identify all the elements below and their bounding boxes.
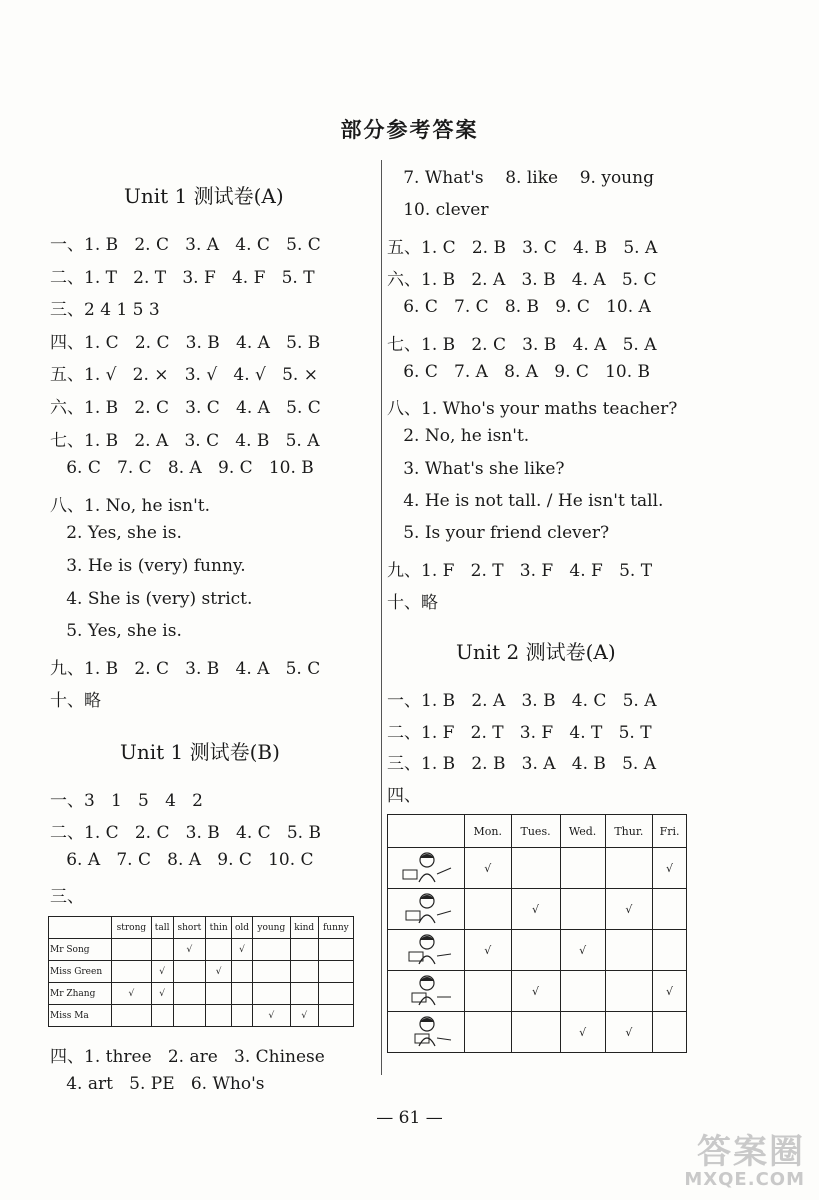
- table-cell: [465, 889, 512, 930]
- answer-line: 6. C 7. C 8. B 9. C 10. A: [387, 297, 651, 318]
- answer-line: 四、1. three 2. are 3. Chinese: [50, 1047, 325, 1067]
- table-cell: [318, 939, 353, 961]
- table-cell: √: [206, 961, 232, 983]
- table-cell: [511, 930, 560, 971]
- table-cell: [653, 889, 687, 930]
- activity-picture: [388, 848, 465, 889]
- child-activity-icon: [397, 891, 455, 925]
- answer-line: 一、1. B 2. C 3. A 4. C 5. C: [50, 235, 321, 255]
- activity-picture: [388, 930, 465, 971]
- table-header-cell: Wed.: [560, 815, 605, 848]
- table-cell: √: [290, 1005, 318, 1027]
- table-cell: √: [605, 1012, 652, 1053]
- table-cell: [173, 983, 206, 1005]
- table-header-cell: [388, 815, 465, 848]
- answer-line: 五、1. √ 2. × 3. √ 4. √ 5. ×: [50, 365, 318, 386]
- answer-line: 4. art 5. PE 6. Who's: [50, 1074, 265, 1094]
- table-cell: √: [232, 939, 253, 961]
- answer-line: 五、1. C 2. B 3. C 4. B 5. A: [387, 237, 658, 258]
- answer-line: 10. clever: [387, 200, 489, 221]
- table-cell: √: [605, 889, 652, 930]
- table-row: [49, 961, 354, 983]
- answer-line: 6. C 7. C 8. A 9. C 10. B: [50, 458, 314, 479]
- table-cell: [206, 983, 232, 1005]
- table-cell: [206, 1005, 232, 1027]
- table-header-cell: short: [173, 917, 206, 939]
- table-cell: [151, 939, 173, 961]
- table-cell: [318, 983, 353, 1005]
- row-name: Miss Ma: [49, 1005, 112, 1027]
- row-name: Mr Zhang: [49, 983, 112, 1005]
- child-activity-icon: [397, 973, 455, 1007]
- answer-line: 三、2 4 1 5 3: [50, 300, 160, 321]
- table-cell: [290, 961, 318, 983]
- answer-line: 十、略: [50, 691, 101, 712]
- table-cell: √: [465, 848, 512, 889]
- answer-line: 八、1. No, he isn't.: [50, 495, 210, 516]
- answer-line: 七、1. B 2. C 3. B 4. A 5. A: [387, 334, 657, 355]
- weekday-table: [387, 814, 687, 1053]
- table-header-cell: Mon.: [465, 815, 512, 848]
- table-row: [49, 983, 354, 1005]
- table-cell: [173, 961, 206, 983]
- answer-line: 十、略: [387, 592, 438, 613]
- table-cell: √: [112, 983, 152, 1005]
- table-header-cell: Tues.: [511, 815, 560, 848]
- answer-line: 5. Is your friend clever?: [387, 523, 610, 544]
- activity-picture: [388, 971, 465, 1012]
- table-cell: [605, 930, 652, 971]
- unit1b-heading: Unit 1 测试卷(B): [120, 740, 280, 764]
- answer-line: 四、: [387, 785, 421, 806]
- answer-line: 5. Yes, she is.: [50, 621, 182, 642]
- child-activity-icon: [397, 932, 455, 966]
- table-header-cell: thin: [206, 917, 232, 939]
- table-cell: [653, 930, 687, 971]
- table-cell: [465, 1012, 512, 1053]
- table-cell: [151, 1005, 173, 1027]
- table-row: [388, 971, 687, 1012]
- answer-line: 4. He is not tall. / He isn't tall.: [387, 491, 664, 511]
- page-title: 部分参考答案: [340, 117, 479, 142]
- answer-line: 六、1. B 2. A 3. B 4. A 5. C: [387, 269, 657, 290]
- table-row: [388, 930, 687, 971]
- table-header-cell: kind: [290, 917, 318, 939]
- table-cell: √: [653, 971, 687, 1012]
- table-header-cell: [49, 917, 112, 939]
- activity-picture: [388, 889, 465, 930]
- table-cell: [605, 971, 652, 1012]
- table-row: [388, 889, 687, 930]
- answer-line: 一、3 1 5 4 2: [50, 791, 203, 811]
- table-cell: [560, 971, 605, 1012]
- child-activity-icon: [397, 1014, 455, 1048]
- unit2a-heading: Unit 2 测试卷(A): [456, 640, 616, 664]
- watermark-logo: 答案圈 MXQE.COM: [684, 1132, 805, 1190]
- answer-line: 2. No, he isn't.: [387, 426, 530, 447]
- table-row: [388, 1012, 687, 1053]
- table-cell: [252, 961, 290, 983]
- table-header-cell: strong: [112, 917, 152, 939]
- row-name: Miss Green: [49, 961, 112, 983]
- answer-line: 八、1. Who's your maths teacher?: [387, 399, 678, 420]
- table-cell: √: [560, 1012, 605, 1053]
- activity-picture: [388, 1012, 465, 1053]
- answer-line: 7. What's 8. like 9. young: [387, 168, 654, 188]
- answer-line: 4. She is (very) strict.: [50, 588, 253, 609]
- table-row: [388, 848, 687, 889]
- table-cell: √: [173, 939, 206, 961]
- table-header-cell: tall: [151, 917, 173, 939]
- table-cell: [112, 961, 152, 983]
- table-cell: √: [653, 848, 687, 889]
- table-cell: [511, 1012, 560, 1053]
- table-cell: [232, 1005, 253, 1027]
- table-cell: [206, 939, 232, 961]
- table-cell: √: [511, 889, 560, 930]
- table-cell: √: [252, 1005, 290, 1027]
- answer-line: 九、1. B 2. C 3. B 4. A 5. C: [50, 658, 321, 679]
- adjective-table: [48, 916, 354, 1027]
- answer-line: 二、1. T 2. T 3. F 4. F 5. T: [50, 267, 315, 288]
- table-cell: √: [560, 930, 605, 971]
- table-cell: [605, 848, 652, 889]
- table-header-cell: Fri.: [653, 815, 687, 848]
- table-cell: [173, 1005, 206, 1027]
- table-cell: [653, 1012, 687, 1053]
- row-name: Mr Song: [49, 939, 112, 961]
- answer-line: 6. A 7. C 8. A 9. C 10. C: [50, 850, 314, 870]
- child-activity-icon: [397, 850, 455, 884]
- table-cell: [232, 983, 253, 1005]
- table-cell: √: [151, 983, 173, 1005]
- unit1a-heading: Unit 1 测试卷(A): [124, 184, 284, 208]
- table-cell: [252, 939, 290, 961]
- table-cell: [560, 889, 605, 930]
- answer-line: 3. He is (very) funny.: [50, 556, 246, 576]
- table-cell: [318, 961, 353, 983]
- table-cell: √: [151, 961, 173, 983]
- table-cell: [318, 1005, 353, 1027]
- answer-line: 2. Yes, she is.: [50, 523, 182, 544]
- answer-line: 三、: [50, 887, 84, 907]
- table-cell: [465, 971, 512, 1012]
- table-cell: [112, 939, 152, 961]
- table-row: [49, 1005, 354, 1027]
- column-divider: [381, 160, 382, 1075]
- table-row: [49, 939, 354, 961]
- answer-line: 七、1. B 2. A 3. C 4. B 5. A: [50, 430, 320, 451]
- table-header-cell: funny: [318, 917, 353, 939]
- table-cell: [290, 939, 318, 961]
- table-header-cell: Thur.: [605, 815, 652, 848]
- table-header-cell: old: [232, 917, 253, 939]
- table-cell: √: [465, 930, 512, 971]
- table-header-cell: young: [252, 917, 290, 939]
- answer-line: 四、1. C 2. C 3. B 4. A 5. B: [50, 332, 321, 353]
- answer-line: 三、1. B 2. B 3. A 4. B 5. A: [387, 754, 656, 774]
- table-cell: [511, 848, 560, 889]
- table-cell: [560, 848, 605, 889]
- table-cell: [112, 1005, 152, 1027]
- table-cell: √: [511, 971, 560, 1012]
- table-cell: [252, 983, 290, 1005]
- answer-line: 六、1. B 2. C 3. C 4. A 5. C: [50, 398, 321, 418]
- answer-line: 九、1. F 2. T 3. F 4. F 5. T: [387, 560, 653, 581]
- answer-line: 一、1. B 2. A 3. B 4. C 5. A: [387, 691, 657, 711]
- answer-line: 6. C 7. A 8. A 9. C 10. B: [387, 361, 651, 382]
- answer-line: 3. What's she like?: [387, 458, 565, 479]
- table-cell: [232, 961, 253, 983]
- answer-line: 二、1. C 2. C 3. B 4. C 5. B: [50, 823, 321, 843]
- answer-line: 二、1. F 2. T 3. F 4. T 5. T: [387, 722, 652, 743]
- page-number: — 61 —: [376, 1108, 443, 1128]
- table-cell: [290, 983, 318, 1005]
